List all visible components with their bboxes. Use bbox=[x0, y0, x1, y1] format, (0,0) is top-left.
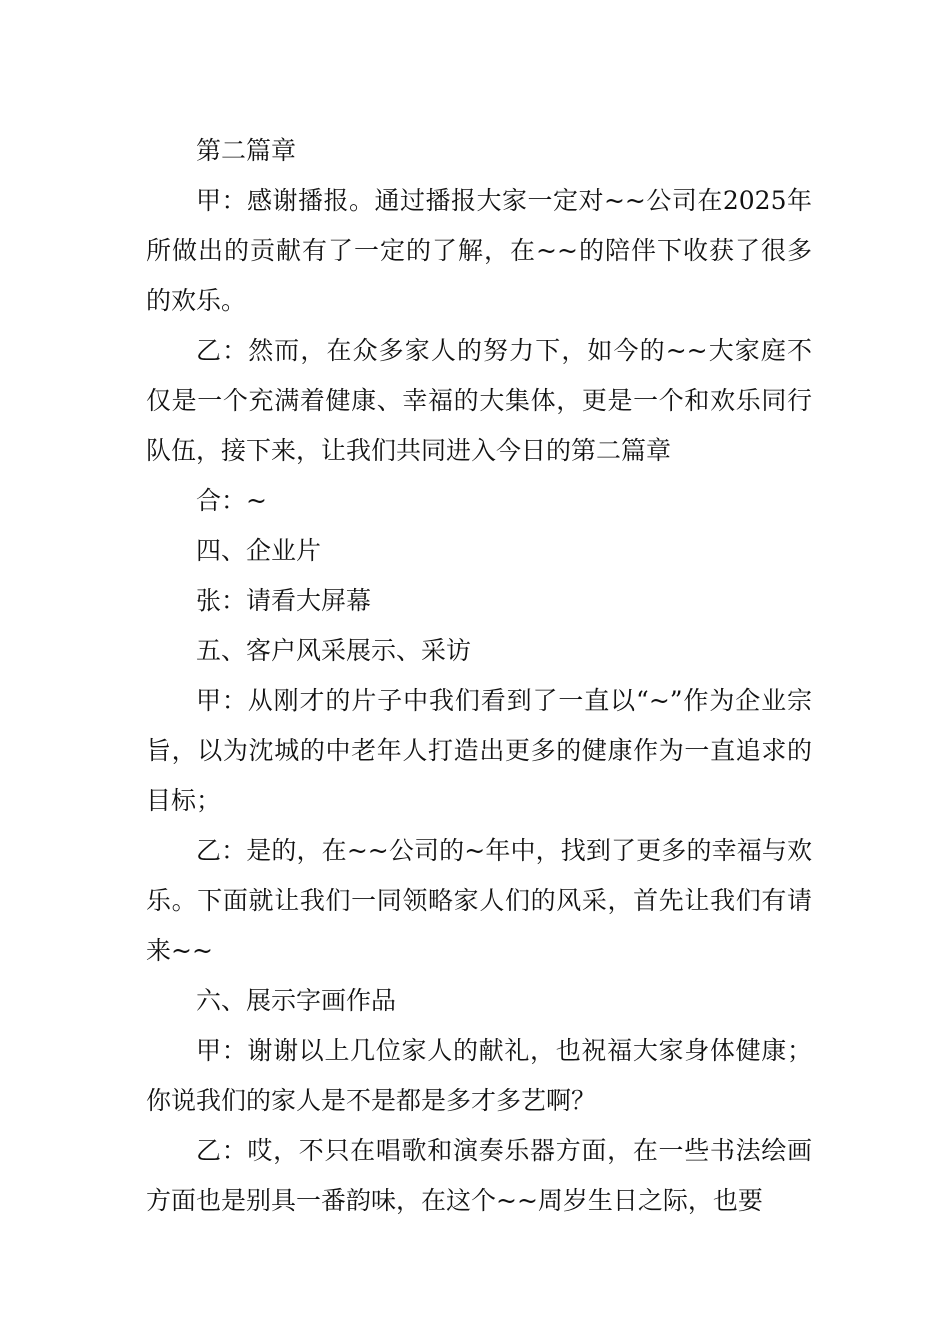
document-body bbox=[146, 126, 812, 1226]
dialogue-paragraph: 乙：然而，在众多家人的努力下，如今的~~大家庭不仅是一个充满着健康、幸福的大集体，更是一个和欢乐同行队伍，接下来，让我们共同进入今日的第二篇章 bbox=[146, 336, 812, 465]
section-heading-customer-showcase: 五、客户风采展示、采访 bbox=[196, 636, 472, 665]
section-heading-calligraphy-display: 六、展示字画作品 bbox=[196, 986, 397, 1015]
dialogue-paragraph: 甲：从刚才的片子中我们看到了一直以“~”作为企业宗旨，以为沈城的中老年人打造出更多的健康作为一直追求的目标； bbox=[146, 686, 812, 815]
dialogue-paragraph: 甲：感谢播报。通过播报大家一定对~~公司在2025年所做出的贡献有了一定的了解，在~~的陪伴下收获了很多的欢乐。 bbox=[146, 186, 812, 315]
dialogue-paragraph: 合：~ bbox=[196, 486, 267, 515]
dialogue-paragraph: 张：请看大屏幕 bbox=[196, 586, 372, 615]
section-heading-chapter-two: 第二篇章 bbox=[196, 136, 297, 165]
dialogue-paragraph: 乙：是的，在~~公司的~年中，找到了更多的幸福与欢乐。下面就让我们一同领略家人们的风采，首先让我们有请来~~ bbox=[146, 836, 812, 965]
section-heading-corporate-film: 四、企业片 bbox=[196, 536, 322, 565]
dialogue-paragraph: 甲：谢谢以上几位家人的献礼，也祝福大家身体健康；你说我们的家人是不是都是多才多艺啊？ bbox=[146, 1036, 812, 1115]
dialogue-paragraph: 乙：哎，不只在唱歌和演奏乐器方面，在一些书法绘画方面也是别具一番韵味，在这个~~周岁生日之际，也要 bbox=[146, 1136, 812, 1215]
